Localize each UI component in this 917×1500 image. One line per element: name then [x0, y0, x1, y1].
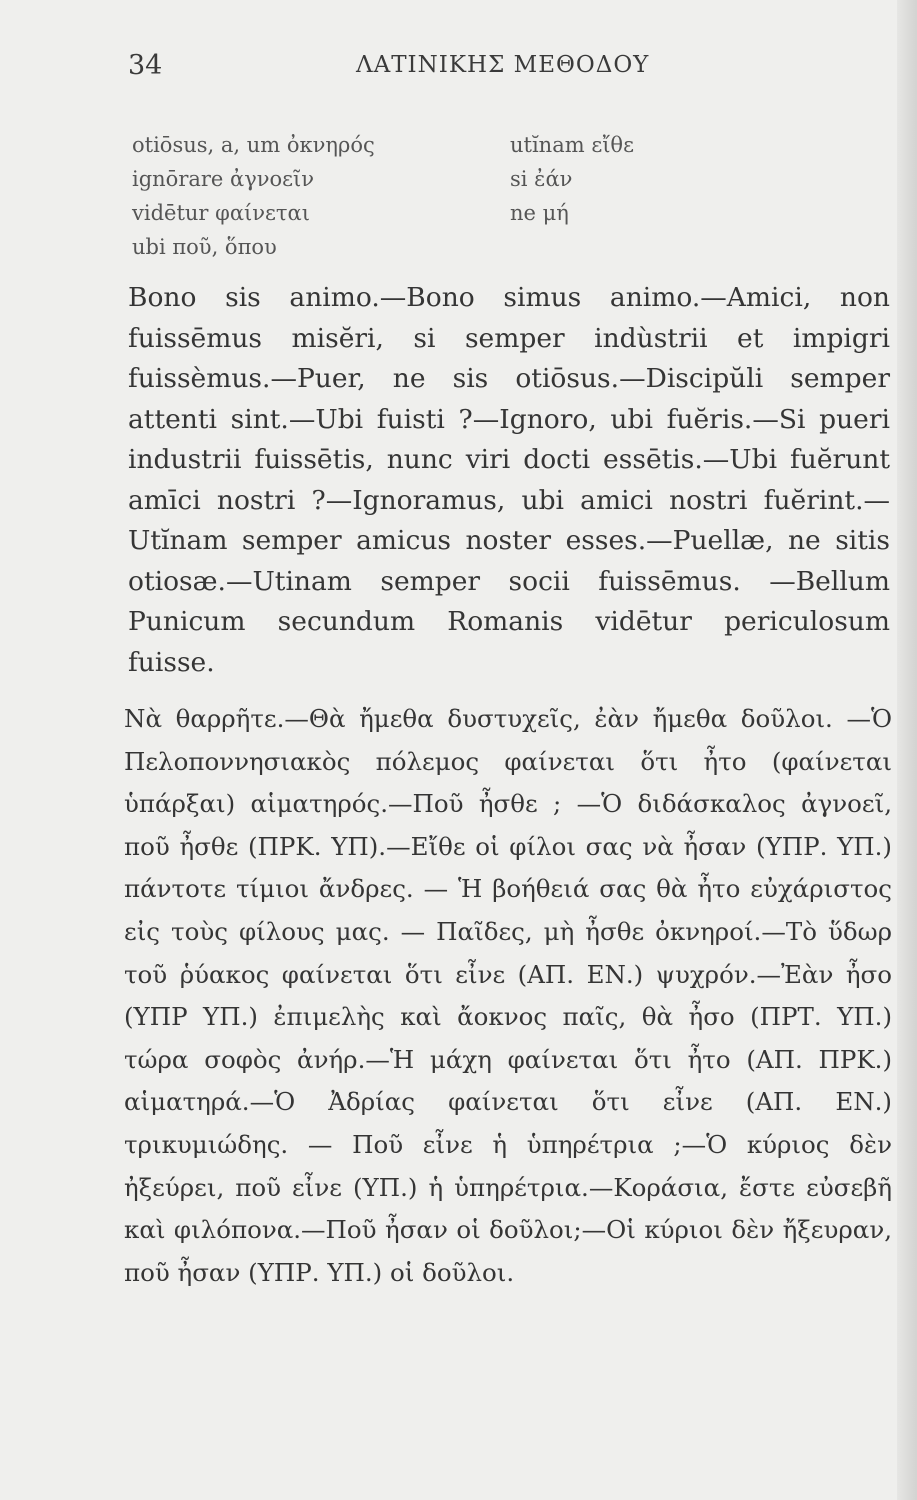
vocabulary-item: otiōsus, a, um ὀκνηρός — [132, 133, 375, 157]
vocabulary-item: utĭnam εἴθε — [510, 133, 634, 157]
page-number: 34 — [128, 50, 163, 81]
running-title: ΛΑΤΙΝΙΚΗΣ ΜΕΘΟΔΟΥ — [356, 52, 650, 78]
vocabulary-column-left — [132, 128, 375, 264]
latin-exercise-paragraph: Bono sis animo.—Bono simus animo.—Amici, non fuissēmus misĕri, si semper indùstrii et impigri fuissèmus.—Puer, ne sis otiōsus.—Discipŭli semper attenti sint.—Ubi fuisti ?—Ignoro, ubi fuĕris.—Si pueri industrii fuissētis, nunc viri docti essētis.—Ubi fuĕrunt amīci nostri ?—Ignoramus, ubi amici nostri fuĕrint.—Utĭnam semper amicus noster esses.—Puellæ, ne sitis otiosæ.—Utinam semper socii fuissēmus. —Bellum Punicum secundum Romanis vidētur periculosum fuisse. — [128, 282, 890, 678]
vocabulary-item: si ἐάν — [510, 167, 573, 191]
vocabulary-item: ignōrare ἀγνοεῖν — [132, 167, 315, 191]
page-header — [128, 50, 878, 90]
page-edge-shadow — [897, 0, 917, 1500]
greek-exercise-paragraph: Νὰ θαρρῆτε.—Θὰ ἤμεθα δυστυχεῖς, ἐὰν ἤμεθα δοῦλοι. —Ὁ Πελοποννησιακὸς πόλεμος φαίνεται ὅτι ἦτο (φαίνεται ὑπάρξαι) αἱματηρός.—Ποῦ ἦσθε ; —Ὁ διδάσκαλος ἀγνοεῖ, ποῦ ἦσθε (ΠΡΚ. ΥΠ).—Εἴθε οἱ φίλοι σας νὰ ἦσαν (ΥΠΡ. ΥΠ.) πάντοτε τίμιοι ἄνδρες. — Ἡ βοήθειά σας θὰ ἦτο εὐχάριστος εἰς τοὺς φίλους μας. — Παῖδες, μὴ ἦσθε ὀκνηροί.—Τὸ ὕδωρ τοῦ ῥύακος φαίνεται ὅτι εἶνε (ΑΠ. ΕΝ.) ψυχρόν.—Ἐὰν ἦσο (ΥΠΡ ΥΠ.) ἐπιμελὴς καὶ ἄοκνος παῖς, θὰ ἦσο (ΠΡΤ. ΥΠ.) τώρα σοφὸς ἀνήρ.—Ἡ μάχη φαίνεται ὅτι ἦτο (ΑΠ. ΠΡΚ.) αἱματηρά.—Ὁ Ἀδρίας φαίνεται ὅτι εἶνε (ΑΠ. ΕΝ.) τρικυμιώδης. — Ποῦ εἶνε ἡ ὑπηρέτρια ;—Ὁ κύριος δὲν ἠξεύρει, ποῦ εἶνε (ΥΠ.) ἡ ὑπηρέτρια.—Κοράσια, ἔστε εὐσεβῆ καὶ φιλόπονα.—Ποῦ ἦσαν οἱ δοῦλοι;—Οἱ κύριοι δὲν ἤξευραν, ποῦ ἦσαν (ΥΠΡ. ΥΠ.) οἱ δοῦλοι. — [124, 704, 892, 1287]
vocabulary-item: vidētur φαίνεται — [132, 201, 310, 225]
vocabulary-item: ne μή — [510, 201, 569, 225]
vocabulary-item: ubi ποῦ, ὅπου — [132, 235, 277, 259]
vocabulary-column-right — [510, 128, 634, 230]
